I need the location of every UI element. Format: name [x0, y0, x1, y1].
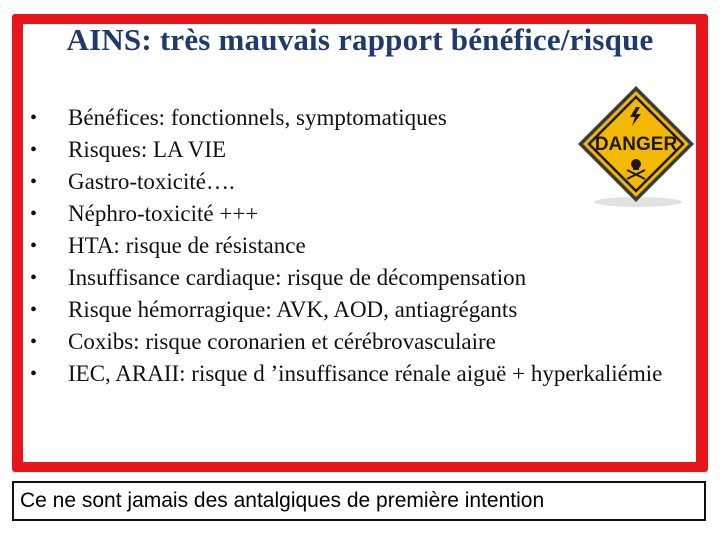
bullet-item: • Gastro-toxicité…. — [30, 166, 670, 198]
bullet-item: • Risques: LA VIE — [30, 134, 670, 166]
footer-note-box — [12, 481, 706, 521]
danger-label: DANGER — [594, 134, 678, 155]
bullet-item: • Bénéfices: fonctionnels, symptomatiques — [30, 102, 670, 134]
bullet-item: • Insuffisance cardiaque: risque de décompensation — [30, 262, 670, 294]
bullet-item: • HTA: risque de résistance — [30, 230, 670, 262]
bullet-item: • Coxibs: risque coronarien et cérébrovasculaire — [30, 326, 670, 358]
slide-title: AINS: très mauvais rapport bénéfice/risque — [66, 22, 654, 57]
footer-note: Ce ne sont jamais des antalgiques de première intention — [20, 489, 545, 512]
bullet-item: • Risque hémorragique: AVK, AOD, antiagrégants — [30, 294, 670, 326]
danger-warning-sign-icon — [572, 80, 700, 210]
bullet-item: • IEC, ARAII: risque d ’insuffisance rénale aiguë + hyperkaliémie — [30, 358, 670, 390]
bullet-item: • Néphro-toxicité +++ — [30, 198, 670, 230]
